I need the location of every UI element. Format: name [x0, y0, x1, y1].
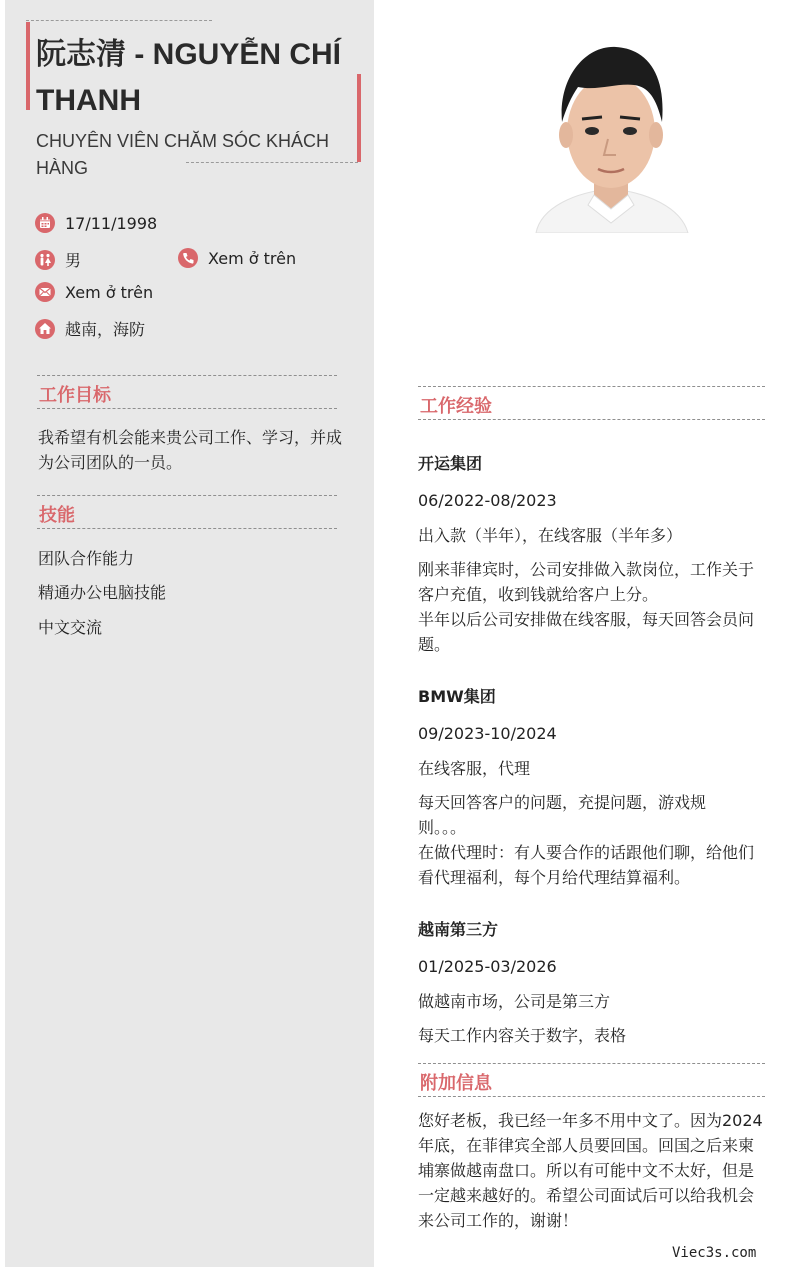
gender-icon [35, 250, 55, 270]
job-description: 刚来菲律宾时，公司安排做入款岗位，工作关于客户充值，收到钱就给客户上分。 [418, 560, 755, 604]
email-value: Xem ở trên [65, 282, 154, 302]
job-description: 在做代理时：有人要合作的话跟他们聊，给他们看代理福利，每个月给代理结算福利。 [418, 843, 755, 887]
phone-value: Xem ở trên [208, 248, 297, 268]
additional-title: 附加信息 [420, 1073, 492, 1094]
contact-gender [35, 248, 81, 271]
skill-item: 精通办公电脑技能 [38, 583, 167, 602]
contact-phone [178, 248, 296, 268]
skill-item: 团队合作能力 [38, 549, 135, 568]
birthday-value: 17/11/1998 [65, 213, 158, 233]
objective-text: 我希望有机会能来贵公司工作、学习，并成为公司团队的一员。 [38, 428, 343, 472]
contact-address [35, 317, 145, 340]
name-accent-bar-right [357, 74, 361, 162]
job-position: 出入款（半年），在线客服（半年多） [418, 526, 683, 545]
candidate-job-title: CHUYÊN VIÊN CHĂM SÓC KHÁCH HÀNG [36, 131, 330, 178]
phone-icon [178, 248, 198, 268]
job-company: BMW集团 [418, 687, 496, 706]
job-position: 在线客服，代理 [418, 759, 531, 778]
skill-item: 中文交流 [38, 618, 103, 637]
candidate-name: 阮志清 - NGUYỄN CHÍ THANH [36, 38, 342, 117]
skills-title: 技能 [39, 505, 75, 526]
profile-photo [516, 27, 706, 233]
address-value: 越南，海防 [65, 320, 146, 339]
job-position: 做越南市场，公司是第三方 [418, 992, 611, 1011]
experience-header [418, 386, 765, 420]
job-description: 每天回答客户的问题，充提问题，游戏规则。。。 [418, 793, 707, 837]
gender-value: 男 [65, 251, 82, 270]
name-top-divider [26, 20, 212, 21]
job-period: 09/2023-10/2024 [418, 724, 557, 743]
additional-text: 您好老板，我已经一年多不用中文了。因为2024年底，在菲律宾全部人员要回国。回国之后来柬埔寨做越南盘口。所以有可能中文不太好，但是一定越来越好的。希望公司面试后可以给我机会来公司工作的，谢谢！ [418, 1111, 763, 1230]
job-description: 每天工作内容关于数字，表格 [418, 1026, 627, 1045]
name-accent-bar-left [26, 22, 30, 110]
contact-birthday [35, 213, 157, 233]
objective-title: 工作目标 [39, 385, 111, 406]
objective-header [37, 375, 337, 409]
experience-title: 工作经验 [420, 396, 492, 417]
job-company: 开运集团 [418, 454, 483, 473]
job-period: 01/2025-03/2026 [418, 957, 557, 976]
home-icon [35, 319, 55, 339]
footer-brand: Viec3s.com [672, 1245, 757, 1261]
job-company: 越南第三方 [418, 920, 499, 939]
additional-header [418, 1063, 765, 1097]
job-period: 06/2022-08/2023 [418, 491, 557, 510]
contact-email [35, 282, 153, 302]
calendar-icon [35, 213, 55, 233]
email-icon [35, 282, 55, 302]
job-description: 半年以后公司安排做在线客服，每天回答会员问题。 [418, 610, 755, 654]
skills-header [37, 495, 337, 529]
